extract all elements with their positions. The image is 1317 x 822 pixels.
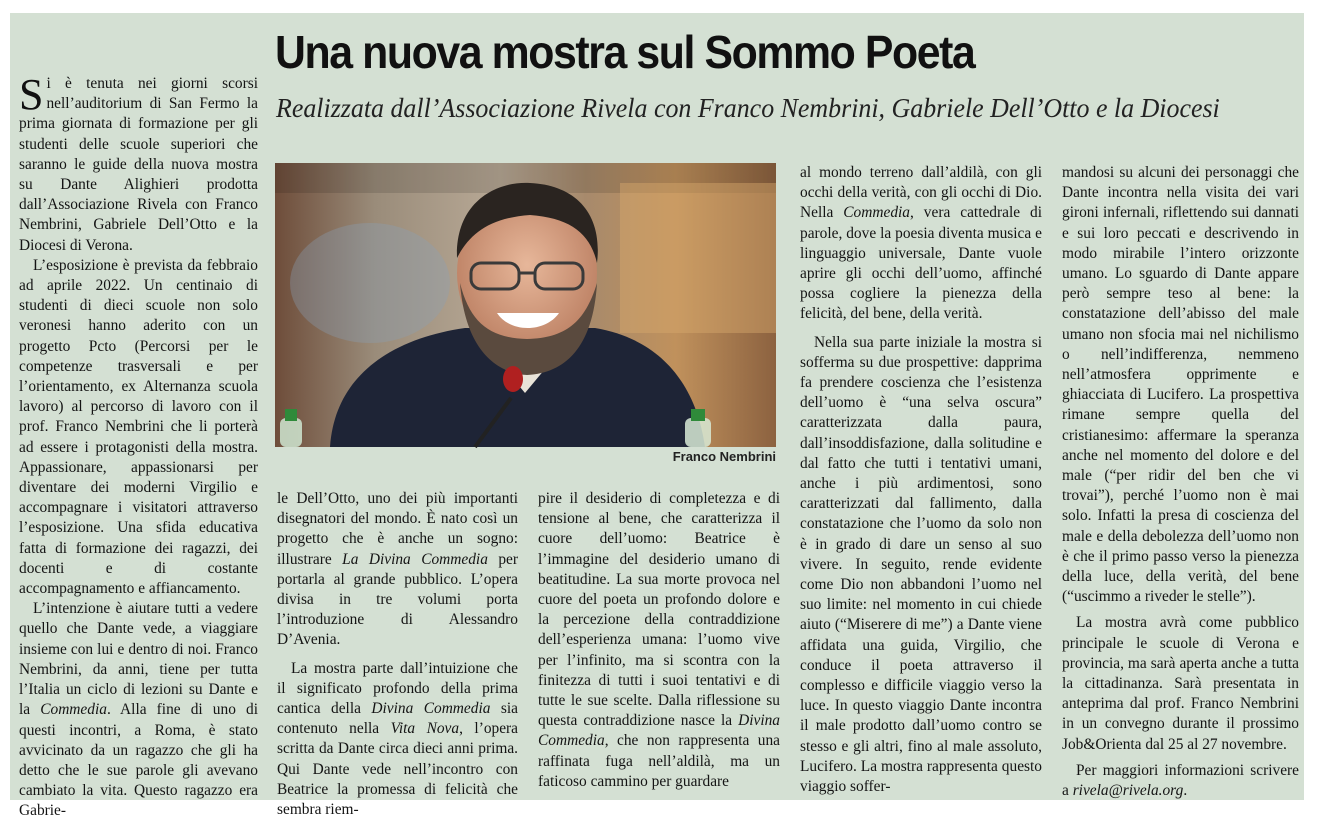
text-run: , che non rappresenta una raffinata fuga nell’aldilà, ma un faticoso cammino per guardare	[538, 732, 780, 790]
article-column-5	[1062, 163, 1299, 801]
paragraph: L’esposizione è prevista da febbraio ad aprile 2022. Un centinaio di studenti di dieci scuole non solo veronesi hanno aderito con un progetto Pcto (Percorsi per le competenze trasversali e per l’orientamento, ex Alternanza scuola lavoro) al percorso di lavoro con il prof. Franco Nembrini che li porterà ad essere i protagonisti della mostra. Appassionare, appassionarsi per diventare dei moderni Virgilio e accompagnare i visitatori attraverso l’esposizione. Una sfida educativa fatta di formazione dei ragazzi, dei docenti e di costante accompagnamento e affiancamento.	[19, 256, 258, 598]
photo-caption: Franco Nembrini	[672, 449, 776, 464]
article-photo	[275, 163, 776, 447]
italic-title: La Divina Commedia	[342, 550, 488, 568]
text-run: Per maggiori informazioni scrivere a	[1062, 761, 1299, 800]
article-column-4	[800, 163, 1042, 797]
paragraph	[800, 163, 1042, 325]
paragraph	[1062, 761, 1299, 801]
email-address: rivela@rivela.org	[1072, 782, 1184, 800]
paragraph-text: i è tenuta nei giorni scorsi nell’auditorium di San Fermo la prima giornata di formazione per gli studenti delle scuole superiori che saranno le guide della nuova mostra su Dante Alighieri prodotta dall’Associazione Rivela con Franco Nembrini, Gabriele Dell’Otto e la Diocesi di Verona.	[19, 75, 258, 254]
article-column-3	[538, 489, 780, 792]
text-run: le Dell’Otto, uno dei più importanti disegnatori del mondo. È nato così un progetto che è anche un sogno: illustrare	[277, 490, 518, 568]
italic-title: Vita Nova	[390, 720, 460, 738]
paragraph	[19, 599, 258, 821]
newspaper-page	[10, 13, 1304, 820]
drop-cap: S	[19, 70, 44, 119]
paragraph	[538, 489, 780, 792]
text-run: , vera cattedrale di parole, dove la poesia diventa musica e linguaggio universale, Dante vuole aprire gli occhi dell’uomo, affinché possa cogliere la pienezza della felicità, del bene, della verità.	[800, 204, 1042, 323]
article-column-1	[19, 70, 258, 822]
headline: Una nuova mostra sul Sommo Poeta	[275, 26, 975, 78]
portrait-illustration	[275, 163, 776, 447]
text-run: per portarla al grande pubblico. L’opera divisa in tre volumi porta l’introduzione di Alessandro D’Avenia.	[277, 550, 518, 649]
subheadline: Realizzata dall’Associazione Rivela con Franco Nembrini, Gabriele Dell’Otto e la Diocesi	[276, 93, 1220, 123]
italic-title: Divina Commedia	[371, 700, 491, 718]
italic-title: Commedia	[40, 701, 107, 719]
paragraph: mandosi su alcuni dei personaggi che Dante incontra nella visita dei vari gironi infernali, riflettendo sui dannati e sui loro peccati e descrivendo in modo mirabile l’intero orizzonte umano. Lo sguardo di Dante appare però sempre teso al bene: la constatazione dell’abisso del male umano non sfocia mai nel nichilismo o nell’indifferenza, nemmeno nell’atmosfera opprimente e ghiacciata di Lucifero. La prospettiva rimane sempre quella del cristianesimo: affermare la speranza anche nel momento del dolore e del male (“per ridir del ben che vi trovai”), perché l’uomo non è mai solo. Infatti la presa di coscienza del male e della debolezza dell’uomo non è che il primo passo verso la pienezza della luce, della verità, del bene (“uscimmo a riveder le stelle”).	[1062, 164, 1299, 606]
paragraph	[19, 70, 258, 256]
italic-title: Commedia	[843, 204, 910, 222]
paragraph	[277, 489, 518, 651]
italic-title: Divina Commedia	[538, 712, 780, 750]
paragraph	[277, 659, 518, 821]
paragraph: La mostra avrà come pubblico principale le scuole di Verona e provincia, ma sarà aperta anche a tutta la cittadinanza. Sarà presentata in anteprima dal prof. Franco Nembrini in un convegno durante il prossimo Job&Orienta dal 25 al 27 novembre.	[1062, 614, 1299, 753]
text-run: . Alla fine di uno di questi incontri, a Roma, è stato avvicinato da un ragazzo che gli ha detto che le sue parole gli avevano cambiato la vita. Questo ragazzo era Gabrie-	[19, 701, 258, 820]
text-run: La mostra parte dall’intuizione che il significato profondo della prima cantica della	[277, 659, 518, 718]
paragraph: Nella sua parte iniziale la mostra si sofferma su due prospettive: dapprima fa prendere coscienza che l’esistenza dell’uomo è “una selva oscura” caratterizzata dalla paura, dall’insoddisfazione, dalla solitudine e dal fatto che tutti i tentativi umani, anche i più ardimentosi, sono caratterizzati dal fallimento, dalla constatazione che l’uomo da solo non è in grado di dare un senso al suo vivere. In seguito, rende evidente come Dio non abbandoni l’uomo nel suo limite: nel momento in cui chiede aiuto (“Miserere di me”) a Dante viene affidata una guida, Virgilio, che conduce il poeta attraverso il complesso e difficile viaggio verso la luce. In questo viaggio Dante incontra il male prodotto dall’uomo contro se stesso e gli altri, fino al male assoluto, Lucifero. La mostra rappresenta questo viaggio soffer-	[800, 333, 1042, 796]
text-run: , l’opera scritta da Dante circa dieci anni prima. Qui Dante vede nell’incontro con Beatrice la promessa di felicità che sembra riem-	[277, 720, 519, 819]
text-run: sia contenuto nella	[277, 700, 518, 738]
text-run: .	[1183, 782, 1188, 800]
article-column-2	[277, 489, 518, 820]
text-run: al mondo terreno dall’aldilà, con gli occhi della verità, con gli occhi di Dio. Nella	[800, 164, 1042, 222]
text-run: pire il desiderio di completezza e di tensione al bene, che caratterizza il cuore dell’uomo: Beatrice è l’immagine del desiderio umano di beatitudine. La sua morte provoca nel cuore del poeta un profondo dolore e la percezione della contraddizione dell’esperienza umana: l’uomo vive per l’infinito, ma si scontra con la finitezza di tutti i suoi tentativi e di tutte le sue scelte. Dalla riflessione su questa contraddizione nasce la	[538, 490, 780, 730]
text-run: L’intenzione è aiutare tutti a vedere quello che Dante vede, a viaggiare insieme con lui e dentro di noi. Franco Nembrini, da anni, tiene per tutta l’Italia un ciclo di lezioni su Dante e la	[19, 600, 258, 719]
